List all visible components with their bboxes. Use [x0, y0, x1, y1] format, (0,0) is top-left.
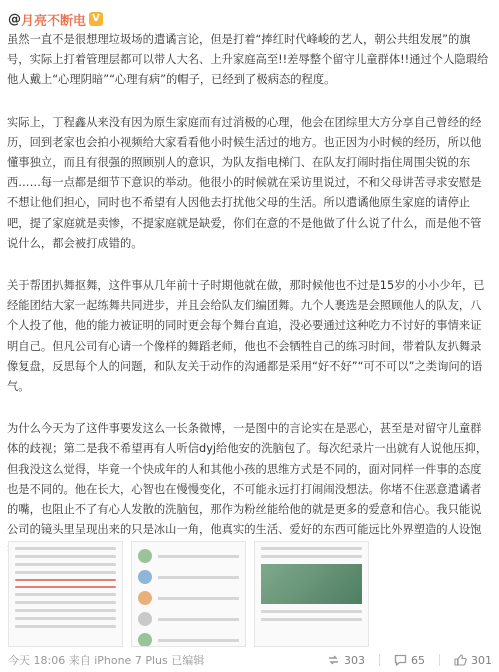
paragraph-2: 实际上，丁程鑫从来没有因为原生家庭而有过消极的心理，他会在团综里大方分享自己曾经的经历，回到老家也会拍小视频给大家看看他小时候生活过的地方。也正因为小时候的经历，所以他懂事独立，而且有很强的照顾别人的意识，为队友指电梯门、在队友打闹时指住周围尖锐的东西……每一点都是细节下意识的举动。他很小的时候就在采访里说过，不和父母讲苦寻求安慰是不想让他们担心，同时也不希望有人因他去打扰他父母的生活。所以遣谲他原生家庭的请停止吧，提了家庭就是卖惨，不提家庭就是缺爱，你们在意的不是他做了什么说了什么，而是他不管说什么，都会被打成错的。	[7, 115, 482, 250]
repost-icon	[327, 654, 340, 666]
like-button[interactable]	[454, 654, 492, 667]
at-sign: @	[8, 11, 21, 27]
paragraph-4-text: 为什么今天为了这件事要发这么一长条微博，一是图中的言论实在是恶心，甚至是对留守儿童群体的歧视；第二是我不希望再有人听信dyj给他安的洗脑包了。每次纪录片一出就有人说他压抑，但我没这么觉得，毕竟一个快成年的人和其他小孩的思维方式是不同的，面对同样一件事的态度也是不同的。他在长大，心智也在慢慢变化，不可能永远打打闹闹没想法。你堵不住恶意遣谲者的嘴，也阻止不了有心人发散的洗脑包，那作为粉丝能给他的就是更多的爱意和信心。我只能说公司的镜头里呈现出来的只是冰山一角，他真实的生活、爱好的东西可能远比外界塑造的人设饱	[7, 422, 488, 537]
post-source: 来自 iPhone 7 Plus	[68, 654, 168, 667]
post-time[interactable]: 今天 18:06	[8, 654, 66, 667]
paragraph-4	[7, 419, 492, 560]
comment-button[interactable]	[394, 654, 425, 667]
verified-badge-icon: V	[89, 12, 103, 26]
repost-button[interactable]	[327, 654, 365, 667]
thumbs-up-icon	[454, 654, 467, 666]
post-meta	[8, 652, 313, 668]
like-count[interactable]: 301	[471, 653, 492, 667]
comment-icon	[394, 654, 407, 666]
author-name[interactable]: 月亮不断电	[21, 13, 87, 29]
image-thumbnails	[8, 541, 498, 647]
post-footer	[8, 650, 492, 670]
comment-count[interactable]: 65	[411, 653, 425, 667]
thumbnail-image-3[interactable]	[254, 541, 369, 647]
post-header	[8, 8, 103, 30]
paragraph-3: 关于帮团扒舞抠舞，这件事从几年前十子时期他就在做，那时候他也不过是15岁的小小少年，已经能团结大家一起练舞共同进步，并且会给队友们编团舞。九个人裹选是会照顾他人的队友，八个人投了他，他的能力被证明的同时更会每个舞台直追，没必要通过这种吃力不讨好的事情来证明自己。但凡公司有心请一个像样的舞蹈老师，他也不会牺牲自己的练习时间，带着队友扒舞录像复盘，反思每个人的问题，和队友关于动作的沟通都是采用“好不好”“可不可以”之类询问的语气。	[7, 279, 485, 394]
post-body	[7, 30, 492, 583]
repost-count[interactable]: 303	[344, 653, 365, 667]
thumbnail-image-1[interactable]	[8, 541, 123, 647]
post-edited[interactable]: 已编辑	[171, 654, 205, 667]
thumbnail-image-2[interactable]	[131, 541, 246, 647]
paragraph-1: 虽然一直不是很想理垃圾场的遣谲言论，但是打着“捧红时代峰峻的艺人，朝公共组发展”的旗号，实际上打着管理层都可以带人大名、上升家庭高至!!差辱整个留守儿童群体!!通过个人隐瑕给他人戴上“心理阴暗”“心理有病”的帽子，已经到了极病态的程度。	[7, 33, 489, 87]
